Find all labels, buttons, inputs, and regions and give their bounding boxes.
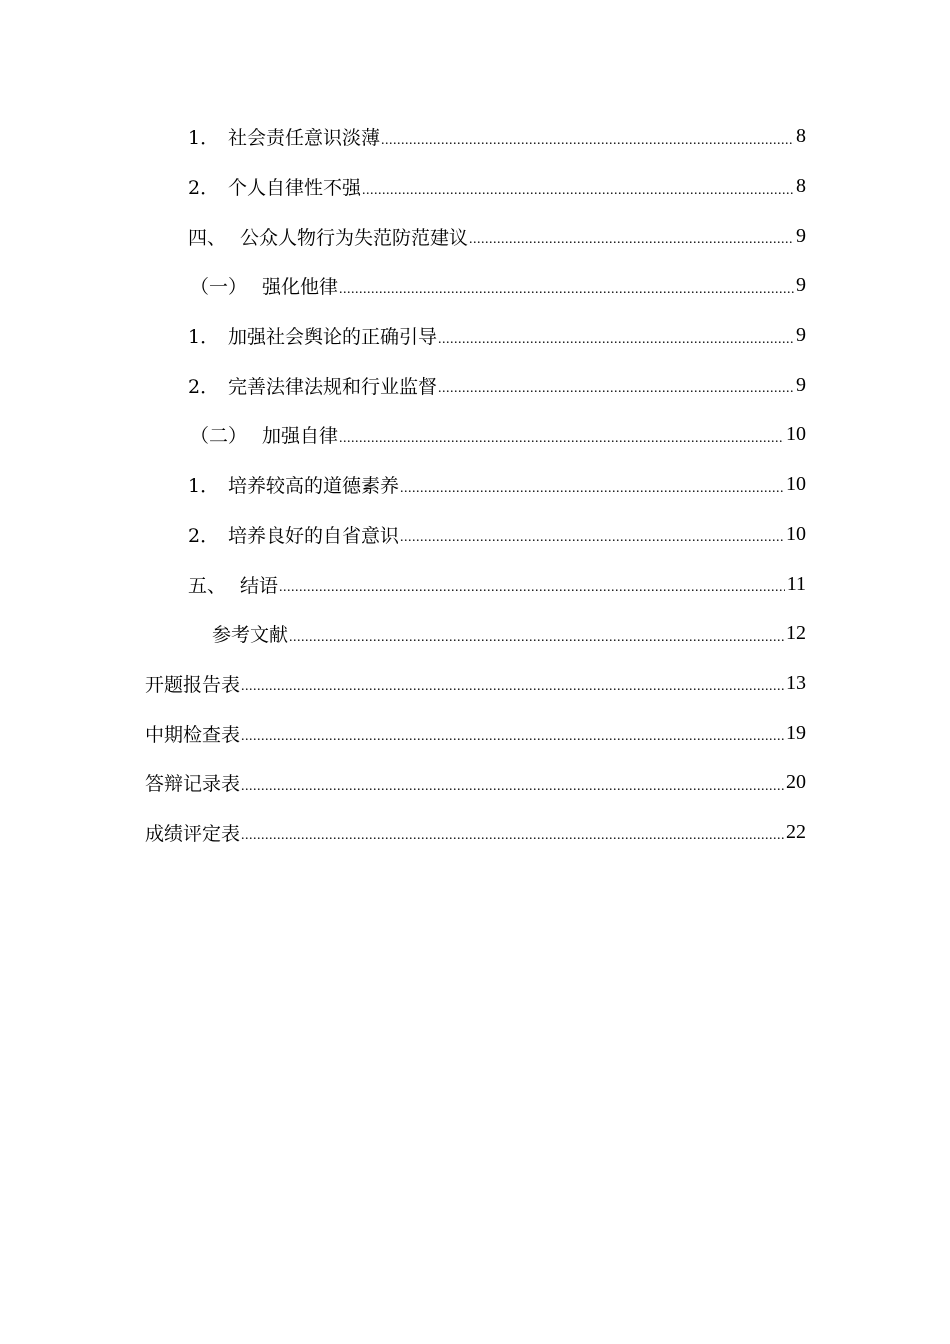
dot-leader <box>241 828 784 844</box>
toc-entry[interactable] <box>0 758 806 808</box>
dot-leader <box>241 729 784 745</box>
dot-leader <box>241 779 784 795</box>
toc-entry-title: 答辩记录表 <box>145 773 241 796</box>
toc-entry-title: 参考文献 <box>212 624 289 647</box>
toc-entry-page: 9 <box>796 324 806 347</box>
toc-entry[interactable] <box>0 609 806 659</box>
toc-entry[interactable] <box>0 360 806 410</box>
toc-entry-page: 9 <box>796 274 806 297</box>
toc-entry-page: 10 <box>786 522 806 545</box>
toc-entry[interactable] <box>0 211 806 261</box>
toc-entry-page: 22 <box>786 820 806 843</box>
toc-entry-title: 结语 <box>240 574 279 597</box>
toc-entry-title: 加强社会舆论的正确引导 <box>228 326 438 349</box>
toc-entry-page: 20 <box>786 771 806 794</box>
toc-entry-title: 中期检查表 <box>145 723 241 746</box>
toc-entry-page: 10 <box>786 473 806 496</box>
toc-entry[interactable] <box>0 659 806 709</box>
dot-leader <box>400 481 784 497</box>
toc-entry-number: 四、 <box>188 226 227 249</box>
toc-entry-title: 强化他律 <box>262 276 339 299</box>
toc-entry-page: 12 <box>786 622 806 645</box>
table-of-contents <box>0 112 950 857</box>
dot-leader <box>279 580 785 596</box>
toc-entry[interactable] <box>0 112 806 162</box>
toc-entry-number: 2． <box>188 375 220 398</box>
toc-entry-page: 11 <box>786 572 806 595</box>
dot-leader <box>289 630 784 646</box>
toc-entry[interactable] <box>0 460 806 510</box>
toc-entry-number: 2． <box>188 177 220 200</box>
toc-entry-title: 加强自律 <box>262 425 339 448</box>
toc-entry-number: 1． <box>188 475 220 498</box>
toc-entry[interactable] <box>0 808 806 858</box>
toc-entry-page: 8 <box>796 175 806 198</box>
dot-leader <box>469 232 794 248</box>
toc-entry-page: 13 <box>786 671 806 694</box>
toc-entry-title: 培养良好的自省意识 <box>228 524 400 547</box>
toc-entry[interactable] <box>0 261 806 311</box>
dot-leader <box>339 282 794 298</box>
toc-entry-title: 培养较高的道德素养 <box>228 475 400 498</box>
toc-entry-page: 8 <box>796 125 806 148</box>
toc-entry-title: 完善法律法规和行业监督 <box>228 375 438 398</box>
toc-entry-page: 19 <box>786 721 806 744</box>
toc-entry[interactable] <box>0 410 806 460</box>
toc-entry-title: 公众人物行为失范防范建议 <box>240 226 469 249</box>
toc-entry-title: 个人自律性不强 <box>228 177 362 200</box>
toc-entry-number: （一） <box>190 276 248 299</box>
toc-entry-page: 9 <box>796 373 806 396</box>
toc-entry-page: 10 <box>786 423 806 446</box>
toc-entry-number: 2． <box>188 524 220 547</box>
dot-leader <box>438 332 794 348</box>
dot-leader <box>381 133 794 149</box>
toc-entry[interactable] <box>0 708 806 758</box>
toc-entry-number: （二） <box>190 425 248 448</box>
dot-leader <box>362 183 794 199</box>
toc-entry-title: 社会责任意识淡薄 <box>228 127 381 150</box>
dot-leader <box>400 530 784 546</box>
toc-entry-title: 开题报告表 <box>145 673 241 696</box>
toc-entry[interactable] <box>0 510 806 560</box>
toc-entry[interactable] <box>0 311 806 361</box>
toc-entry-number: 五、 <box>188 574 227 597</box>
toc-entry-number: 1． <box>188 326 220 349</box>
dot-leader <box>438 381 794 397</box>
dot-leader <box>339 431 784 447</box>
toc-entry-page: 9 <box>796 224 806 247</box>
dot-leader <box>241 679 784 695</box>
toc-entry-title: 成绩评定表 <box>145 822 241 845</box>
toc-entry[interactable] <box>0 162 806 212</box>
toc-entry-number: 1． <box>188 127 220 150</box>
toc-entry[interactable] <box>0 559 806 609</box>
